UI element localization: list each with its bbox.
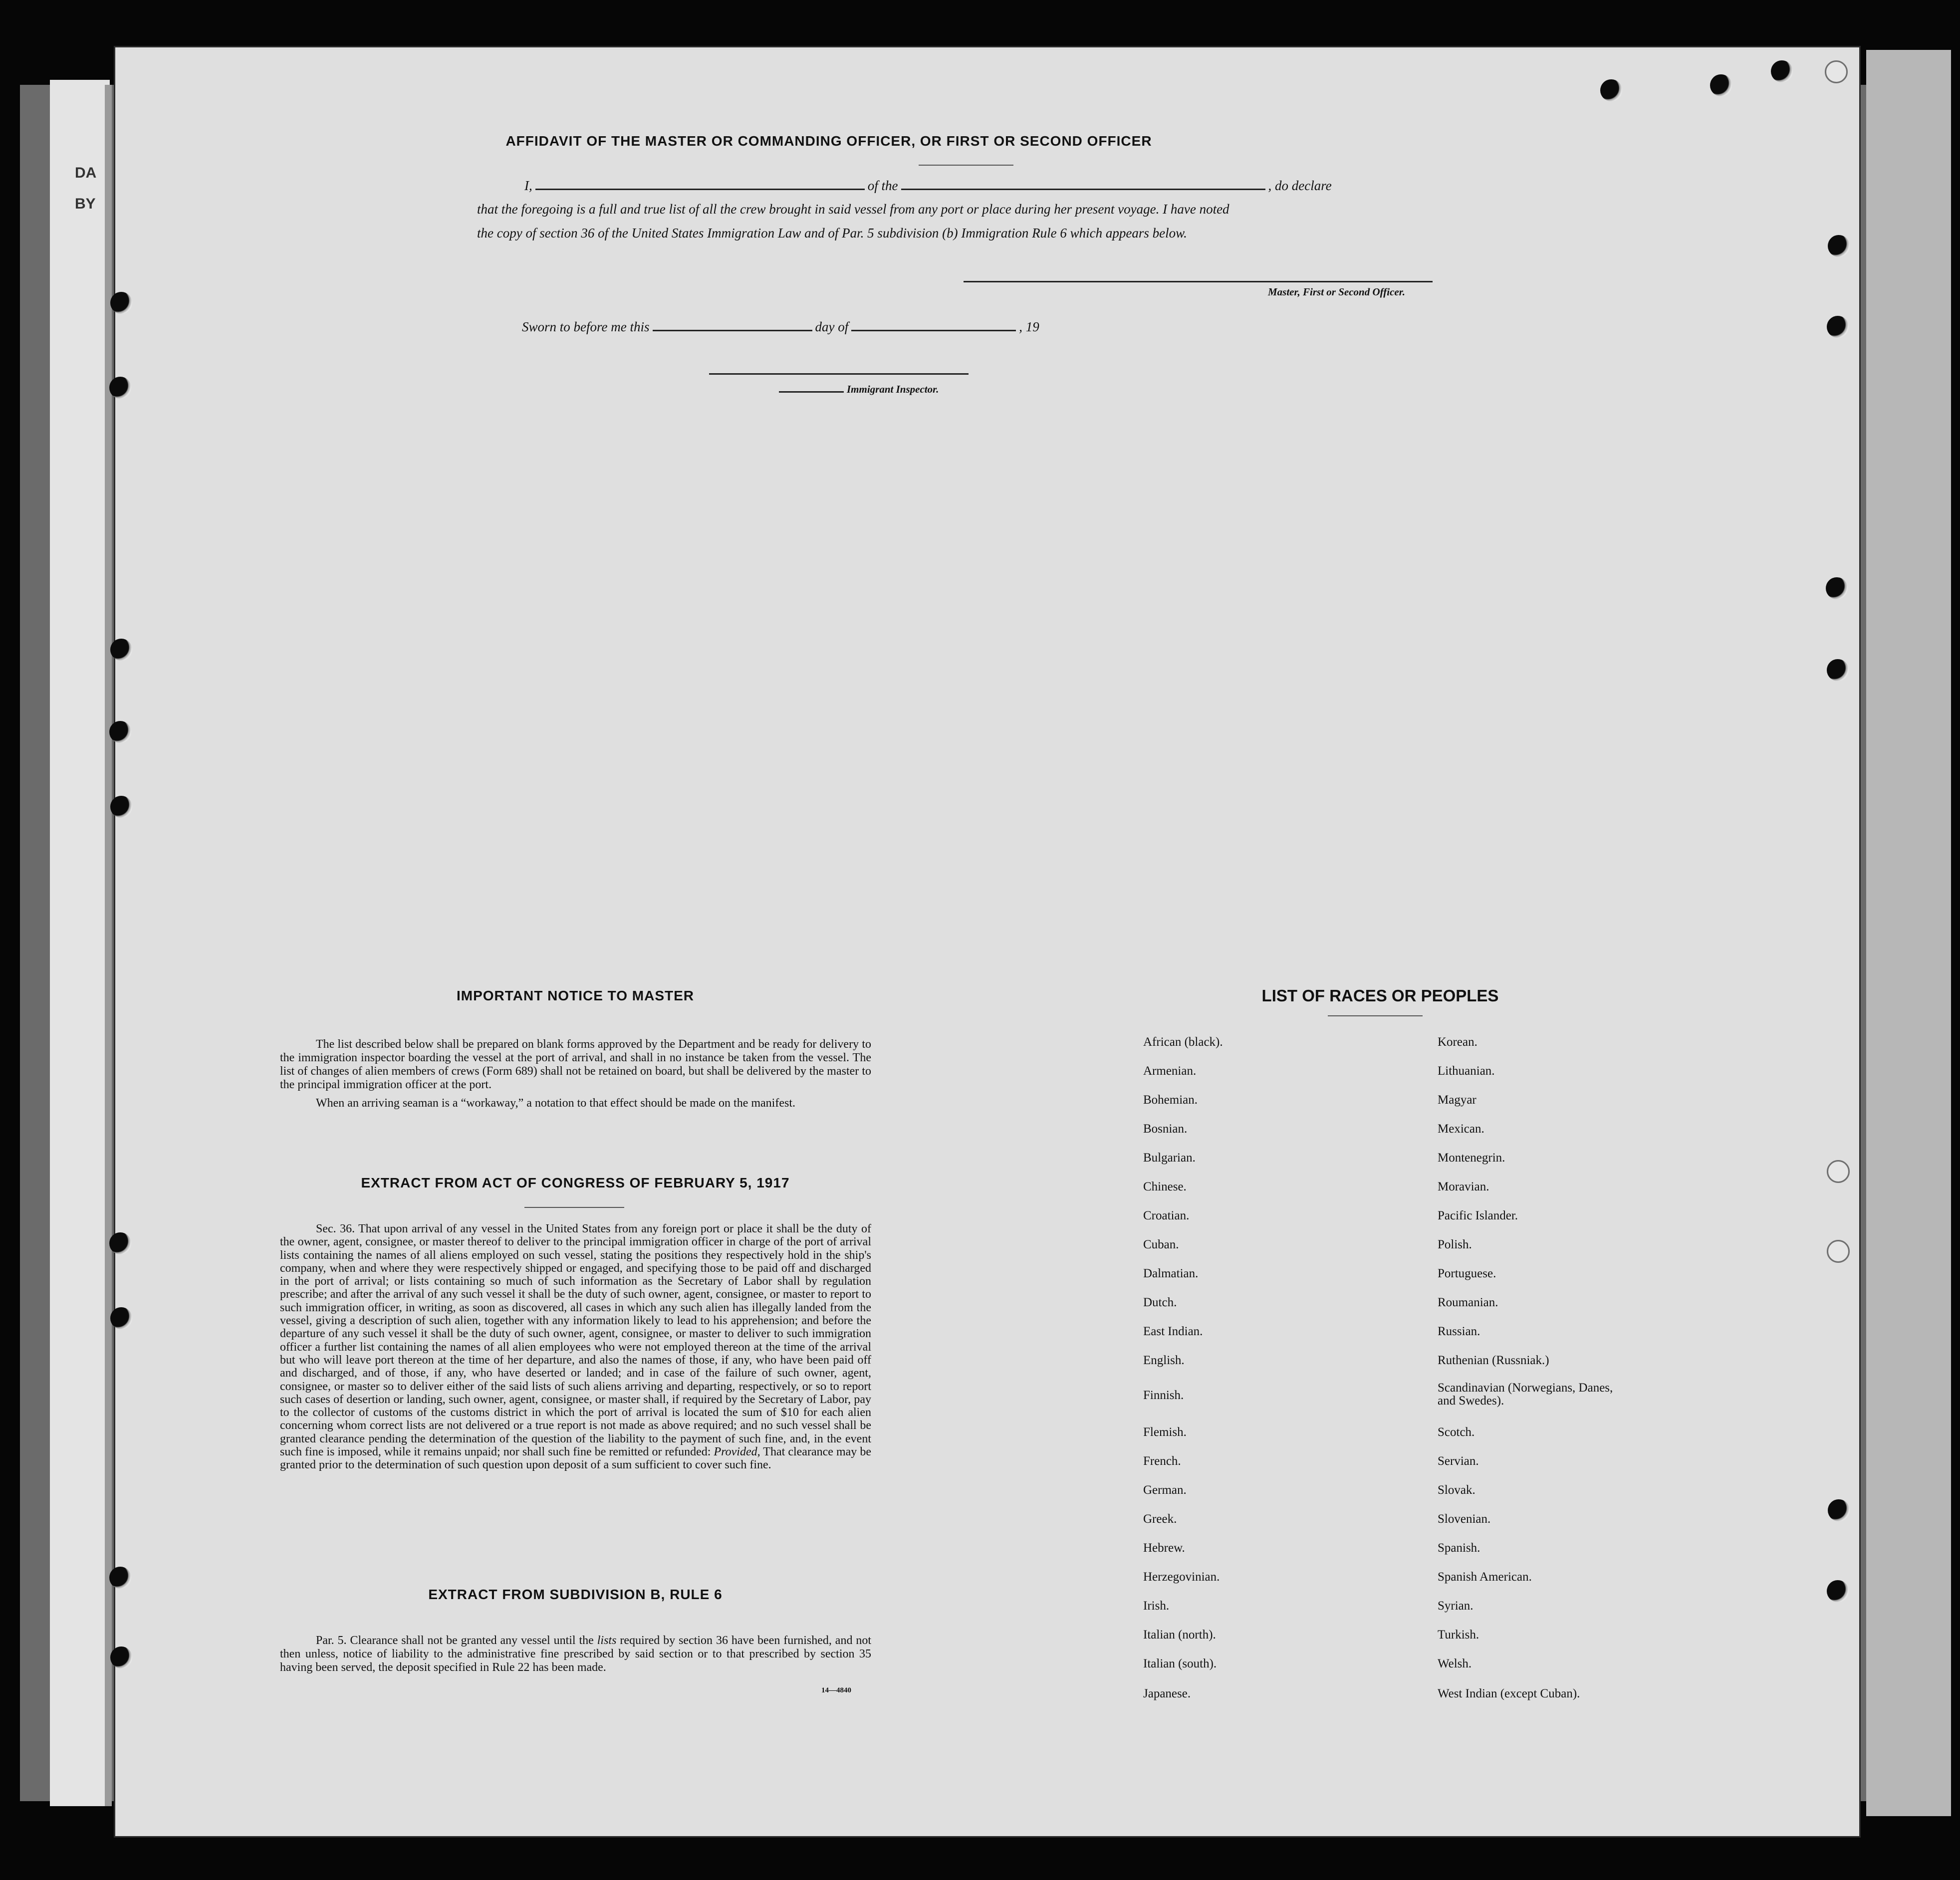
notice-paragraph-2: When an arriving seaman is a “workaway,” a notation to that effect should be made on the manifest. <box>316 1097 795 1110</box>
race-right-item: Spanish American. <box>1438 1570 1532 1584</box>
sworn-prefix: Sworn to before me this <box>522 319 650 334</box>
binder-hole <box>1600 79 1622 101</box>
signature-label: Master, First or Second Officer. <box>1268 286 1405 298</box>
binder-hole <box>1828 235 1850 257</box>
race-left-item: Dalmatian. <box>1143 1267 1199 1280</box>
race-left-item: Croatian. <box>1143 1209 1190 1222</box>
binder-hole <box>110 796 132 818</box>
inspector-blank <box>779 391 844 393</box>
document-page <box>114 46 1861 1838</box>
sworn-year-prefix: , 19 <box>1019 319 1039 334</box>
race-right-item: Pacific Islander. <box>1438 1209 1518 1222</box>
race-left-item: Italian (north). <box>1143 1628 1216 1642</box>
race-left-item: African (black). <box>1143 1035 1223 1049</box>
binder-hole-ring <box>1827 1160 1850 1183</box>
race-left-item: French. <box>1143 1454 1181 1468</box>
race-left-item: Irish. <box>1143 1599 1170 1613</box>
race-left-item: Finnish. <box>1143 1389 1184 1402</box>
race-left-item: East Indian. <box>1143 1325 1203 1338</box>
notice-title: IMPORTANT NOTICE TO MASTER <box>456 988 695 1003</box>
race-right-item: Slovak. <box>1438 1483 1475 1497</box>
race-right-item: Russian. <box>1438 1325 1480 1338</box>
background-mark: DA <box>75 165 97 181</box>
race-right-item: Montenegrin. <box>1438 1151 1505 1165</box>
race-right-item: Korean. <box>1438 1035 1477 1049</box>
races-title: LIST OF RACES OR PEOPLES <box>1261 986 1499 1005</box>
sworn-day-blank <box>653 329 812 331</box>
title-divider <box>919 165 1013 166</box>
extract-act-title: EXTRACT FROM ACT OF CONGRESS OF FEBRUARY 5, 1917 <box>361 1175 790 1190</box>
binder-hole <box>1710 74 1732 96</box>
binder-hole <box>110 1646 132 1668</box>
declaration-suffix: , do declare <box>1268 178 1332 193</box>
notice-paragraph-1: The list described below shall be prepared on blank forms approved by the Department and be ready for delivery to the immigration inspector boarding the vessel at the port of arrival, and shall in no instance be taken from the vessel. The list of changes of alien members of crews (Form 689) shall not be retained on board, but shall be delivered by the master to the principal immigration officer at the port. <box>280 1038 871 1091</box>
race-left-item: Italian (south). <box>1143 1657 1217 1670</box>
race-right-item: Roumanian. <box>1438 1296 1498 1309</box>
binder-hole <box>110 292 132 314</box>
rule-6-lists: lists <box>597 1634 617 1647</box>
race-right-item: Syrian. <box>1438 1599 1473 1613</box>
background-mark: BY <box>75 196 96 212</box>
underlying-sheet-edge <box>105 85 112 1806</box>
race-left-item: Japanese. <box>1143 1687 1191 1700</box>
declaration-of-the: of the <box>867 178 898 193</box>
affidavit-declaration-line <box>524 178 1332 194</box>
binder-hole <box>109 1567 131 1589</box>
rule-6-text-a: Par. 5. Clearance shall not be granted any vessel until the <box>316 1634 594 1647</box>
race-left-item: Armenian. <box>1143 1064 1197 1078</box>
race-right-item: Slovenian. <box>1438 1512 1491 1526</box>
vessel-blank <box>901 188 1265 190</box>
inspector-label: Immigrant Inspector. <box>847 383 939 395</box>
binder-hole <box>1771 60 1793 82</box>
race-left-item: Bohemian. <box>1143 1093 1198 1107</box>
extract-rule-title: EXTRACT FROM SUBDIVISION B, RULE 6 <box>428 1587 723 1602</box>
race-right-item: Lithuanian. <box>1438 1064 1495 1078</box>
race-right-item: Portuguese. <box>1438 1267 1496 1280</box>
race-right-item: Ruthenian (Russniak.) <box>1438 1354 1549 1367</box>
race-right-item: Scandinavian (Norwegians, Danes, and Swedes). <box>1438 1381 1613 1408</box>
binder-hole <box>1826 577 1848 599</box>
binder-hole <box>110 1307 132 1329</box>
binder-hole <box>109 1232 131 1254</box>
affidavit-line-3: the copy of section 36 of the United States Immigration Law and of Par. 5 subdivision (b) Immigration Rule 6 which appears below. <box>477 226 1187 240</box>
rule-6-text <box>280 1634 871 1674</box>
race-left-item: Greek. <box>1143 1512 1177 1526</box>
race-left-item: Dutch. <box>1143 1296 1177 1309</box>
binder-hole-ring <box>1827 1240 1850 1263</box>
sworn-month-blank <box>851 329 1016 331</box>
extract-rule-body <box>280 1634 871 1679</box>
proviso-word: Provided, <box>714 1445 760 1459</box>
underlying-sheet-left-strip <box>50 80 110 1806</box>
declaration-prefix: I, <box>524 178 532 193</box>
rule-6-text-b: required by section 36 have been furnished, and not then unless, notice of liability to the administrative fine prescribed by said section or to that prescribed by section 35 having been served, the deposit specified in Rule 22 has been made. <box>280 1634 872 1674</box>
race-right-item: Polish. <box>1438 1238 1472 1251</box>
form-code: 14—4840 <box>821 1686 851 1694</box>
race-right-item: Magyar <box>1438 1093 1476 1107</box>
affidavit-title: AFFIDAVIT OF THE MASTER OR COMMANDING OFFICER, OR FIRST OR SECOND OFFICER <box>505 133 1152 149</box>
binder-hole-ring <box>1825 60 1848 83</box>
sworn-day-of: day of <box>815 319 849 334</box>
extract-act-body <box>280 1222 871 1477</box>
race-right-item: Mexican. <box>1438 1122 1484 1136</box>
binder-hole <box>109 721 131 743</box>
section-36-text <box>280 1222 871 1472</box>
binder-hole <box>1827 659 1849 681</box>
race-left-item: German. <box>1143 1483 1187 1497</box>
signature-line <box>964 281 1433 282</box>
binder-hole <box>110 639 132 661</box>
race-right-item: Welsh. <box>1438 1657 1472 1670</box>
race-left-item: Chinese. <box>1143 1180 1187 1193</box>
race-left-item: Bulgarian. <box>1143 1151 1196 1165</box>
proviso-text: That clearance may be granted prior to the determination of such question upon deposit of a sum sufficient to cover such fine. <box>280 1445 872 1472</box>
race-right-item: Scotch. <box>1438 1425 1475 1439</box>
race-left-item: Bosnian. <box>1143 1122 1188 1136</box>
race-right-item: Spanish. <box>1438 1541 1480 1555</box>
inspector-signature-line <box>709 373 969 375</box>
race-left-item: Flemish. <box>1143 1425 1187 1439</box>
name-blank <box>535 188 865 190</box>
binder-hole <box>1827 1580 1849 1602</box>
race-right-item: Servian. <box>1438 1454 1479 1468</box>
race-left-item: English. <box>1143 1354 1185 1367</box>
binder-hole <box>1828 1499 1850 1521</box>
section-36-main: Sec. 36. That upon arrival of any vessel in the United States from any foreign port or place it shall be the duty of the owner, agent, consignee, or master thereof to deliver to the principal immigration officer in charge of the port of arrival lists containing the names of all aliens employed on such vessel, stating the positions they respectively hold in the ship's company, when and where they were respectively shipped or engaged, and specifying those to be paid off and discharged in the port of arrival; or lists containing so much of such information as the Secretary of Labor shall by regulation prescribe; and after the arrival of any such vessel it shall be the duty of such owner, agent, consignee, or master to report to such immigration officer, in writing, as soon as discovered, all cases in which any such alien has illegally landed from the vessel, giving a description of such alien, together with any information likely to lead to his apprehension; and before the departure of any such vessel it shall be the duty of such owner, agent, consignee, or master to deliver to such immigration officer a further list containing the names of all alien employees who were not employed thereon at the time of the arrival but who will leave port thereon at the time of her departure, and also the names of those, if any, who have been paid off and discharged, and of those, if any, who have deserted or landed; and in case of the failure of such owner, agent, consignee, or master so to deliver either of the said lists of such aliens arriving and departing, respectively, or so to report such cases of desertion or landing, such owner, agent, consignee, or master shall, if required by the Secretary of Labor, pay to the collector of customs of the customs district in which the port of arrival is located the sum of $10 for each alien concerning whom correct lists are not delivered or a true report is not made as above required; and no such vessel shall be granted clearance pending the determination of the question of the liability to the payment of such fine, and, in the event such fine is imposed, while it remains unpaid; nor shall such fine be remitted or refunded: <box>280 1222 871 1459</box>
inspector-label-line <box>779 383 939 396</box>
extract-act-divider <box>524 1207 624 1208</box>
underlying-sheet-right-edge <box>1866 50 1951 1816</box>
binder-hole <box>109 377 131 399</box>
race-right-item: Turkish. <box>1438 1628 1479 1642</box>
sworn-line <box>522 319 1039 335</box>
notice-body <box>280 1038 871 1115</box>
binder-hole <box>1827 316 1849 338</box>
races-divider <box>1328 1015 1423 1016</box>
race-left-item: Hebrew. <box>1143 1541 1185 1555</box>
race-left-item: Herzegovinian. <box>1143 1570 1220 1584</box>
race-right-item: West Indian (except Cuban). <box>1438 1687 1580 1700</box>
race-right-item: Moravian. <box>1438 1180 1489 1193</box>
race-left-item: Cuban. <box>1143 1238 1179 1251</box>
affidavit-line-2: that the foregoing is a full and true list of all the crew brought in said vessel from any port or place during her present voyage. I have noted <box>477 202 1229 217</box>
